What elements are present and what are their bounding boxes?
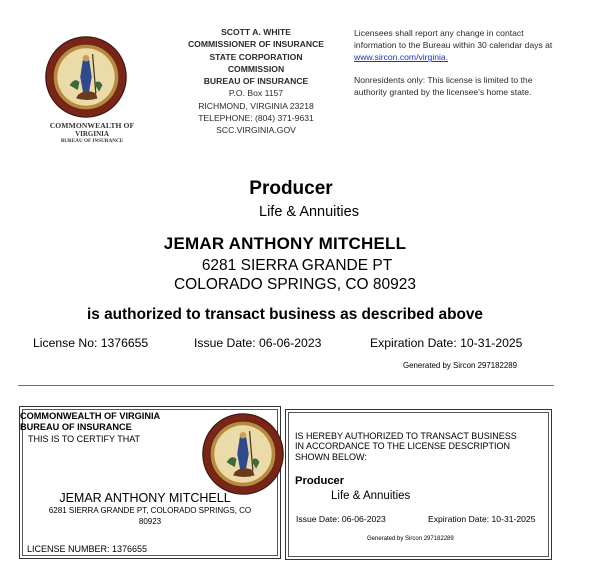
- website: SCC.VIRGINIA.GOV: [216, 125, 296, 136]
- licensee-notice: [354, 27, 594, 98]
- card-expiration-date: Expiration Date: 10-31-2025: [428, 514, 536, 524]
- commissioner-title: COMMISSIONER OF INSURANCE: [187, 39, 325, 50]
- card-state: COMMONWEALTH OF VIRGINIA: [20, 411, 161, 421]
- card-license-type: Producer: [295, 475, 345, 487]
- issue-date: Issue Date: 06-06-2023: [194, 336, 322, 350]
- commissioner-name: SCOTT A. WHITE: [221, 27, 291, 37]
- commission-org-line1: STATE CORPORATION: [209, 51, 303, 62]
- agency-name: [42, 121, 142, 144]
- authorization-statement: is authorized to transact business as described above: [86, 306, 483, 323]
- bureau-name: BUREAU OF INSURANCE: [203, 76, 309, 87]
- holder-name: JEMAR ANTHONY MITCHELL: [163, 234, 407, 253]
- license-number: License No: 1376655: [33, 336, 149, 350]
- agency-line2: VIRGINIA: [75, 130, 109, 138]
- po-box: P.O. Box 1157: [228, 88, 284, 99]
- notice-line1: Licensees shall report any change in contact: [354, 28, 524, 38]
- card-address: [24, 506, 276, 527]
- card-license-number: LICENSE NUMBER: 1376655: [27, 544, 148, 554]
- card-auth-line2: IN ACCORDANCE TO THE LICENSE DESCRIPTION: [295, 441, 511, 452]
- sircon-link[interactable]: www.sircon.com/virginia.: [354, 52, 449, 63]
- virginia-seal-icon: [202, 413, 284, 495]
- card-address-line1: 6281 SIERRA GRANDE PT, COLORADO SPRINGS, CO: [48, 506, 252, 515]
- card-auth-line3: SHOWN BELOW:: [295, 451, 367, 462]
- address-line2: COLORADO SPRINGS, CO 80923: [173, 276, 417, 293]
- nonresident-line1: Nonresidents only: This license is limited to the: [354, 75, 533, 86]
- address-line1: 6281 SIERRA GRANDE PT: [201, 257, 393, 274]
- section-divider: [18, 385, 554, 386]
- card-issue-date: Issue Date: 06-06-2023: [296, 514, 386, 524]
- agency-line1: COMMONWEALTH OF: [49, 121, 135, 130]
- card-certify-text: THIS IS TO CERTIFY THAT: [28, 434, 141, 444]
- city-line: RICHMOND, VIRGINIA 23218: [198, 100, 314, 111]
- card-auth-line1: IS HEREBY AUTHORIZED TO TRANSACT BUSINESS: [295, 431, 517, 441]
- commissioner-address-block: [176, 26, 336, 137]
- card-address-line2: 80923: [138, 516, 162, 526]
- line-of-authority: Life & Annuities: [259, 204, 359, 220]
- commission-org-line2: COMMISSION: [227, 63, 285, 74]
- card-authorization: [295, 431, 547, 462]
- generated-by: Generated by Sircon 297182289: [403, 361, 518, 370]
- agency-line3: BUREAU OF INSURANCE: [60, 138, 124, 144]
- telephone: TELEPHONE: (804) 371-9631: [198, 113, 314, 124]
- license-type: Producer: [249, 178, 333, 199]
- nonresident-line2: authority granted by the licensee's home state.: [354, 87, 532, 98]
- card-holder-name: JEMAR ANTHONY MITCHELL: [59, 491, 231, 505]
- notice-line2: information to the Bureau within 30 calendar days at: [354, 40, 553, 51]
- expiration-date: Expiration Date: 10-31-2025: [370, 336, 523, 350]
- virginia-seal-icon: [45, 36, 127, 118]
- card-bureau: BUREAU OF INSURANCE: [20, 422, 132, 432]
- card-line-of-authority: Life & Annuities: [331, 490, 411, 502]
- card-generated-by: Generated by Sircon 297182289: [367, 536, 454, 542]
